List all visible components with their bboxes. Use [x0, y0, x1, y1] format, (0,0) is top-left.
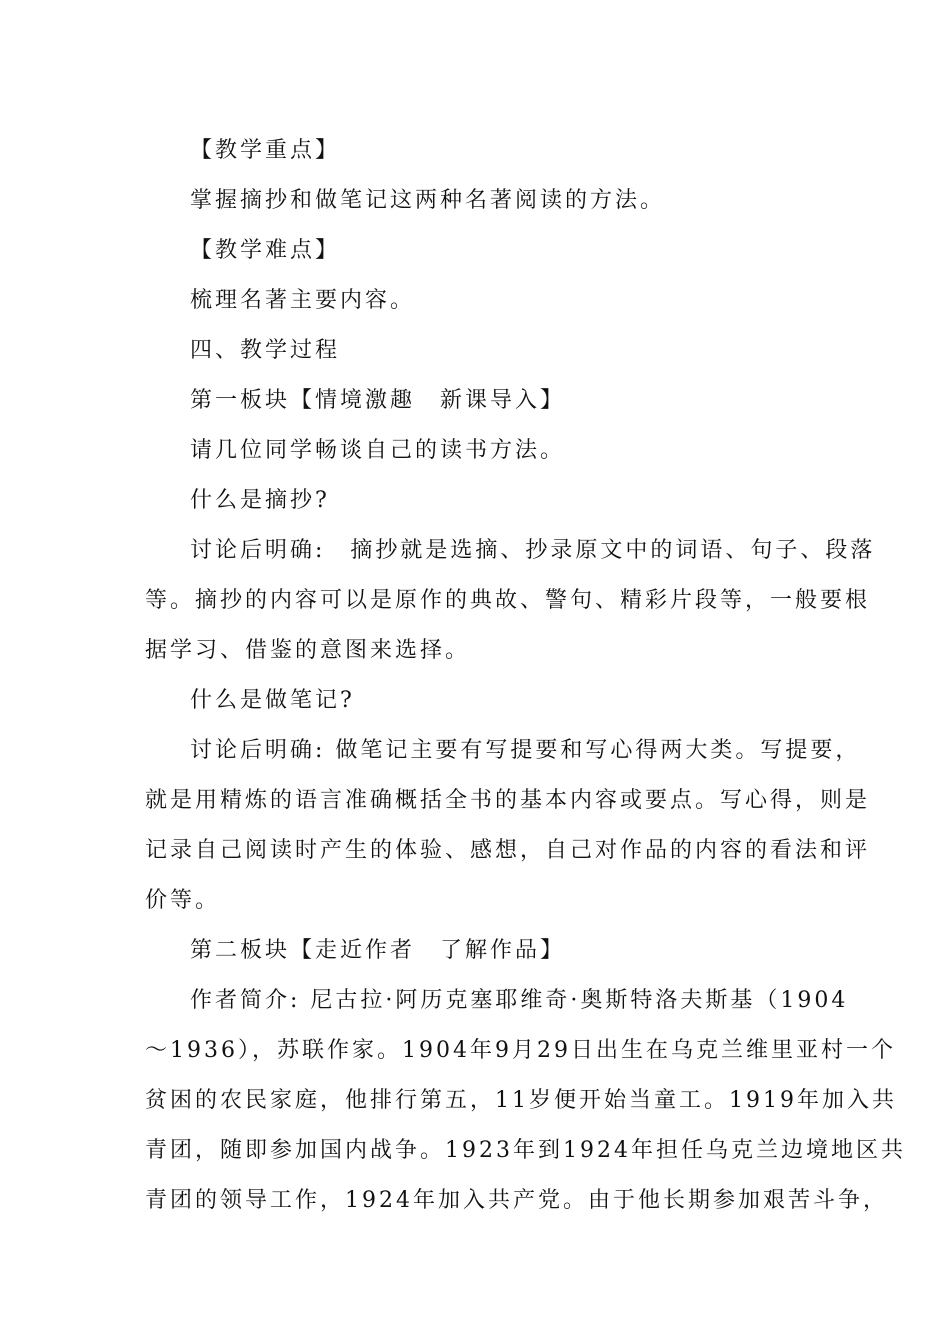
- paragraph-line: 讨论后明确: 做笔记主要有写提要和写心得两大类。写提要，: [190, 738, 861, 763]
- section-heading-key-points: 【教学重点】: [190, 138, 341, 163]
- paragraph-line: 等。摘抄的内容可以是原作的典故、警句、精彩片段等，一般要根: [145, 588, 871, 613]
- paragraph-line: 青团的领导工作，1924年加入共产党。由于他长期参加艰苦斗争，: [145, 1188, 888, 1213]
- paragraph-line: 青团，随即参加国内战争。1923年到1924年担任乌克兰边境地区共: [145, 1138, 906, 1163]
- paragraph-line: 讨论后明确: 摘抄就是选摘、抄录原文中的词语、句子、段落: [190, 538, 876, 563]
- paragraph-line: 就是用精炼的语言准确概括全书的基本内容或要点。写心得，则是: [145, 788, 871, 813]
- paragraph-line: 价等。: [145, 888, 221, 913]
- paragraph: 掌握摘抄和做笔记这两种名著阅读的方法。: [190, 188, 666, 213]
- question: 什么是做笔记?: [190, 688, 355, 713]
- block-heading-1: 第一板块【情境激趣 新课导入】: [190, 388, 566, 413]
- paragraph: 请几位同学畅谈自己的读书方法。: [190, 438, 566, 463]
- block-heading-2: 第二板块【走近作者 了解作品】: [190, 938, 566, 963]
- paragraph-line: 贫困的农民家庭，他排行第五，11岁便开始当童工。1919年加入共: [145, 1088, 897, 1113]
- section-heading-difficulties: 【教学难点】: [190, 238, 341, 263]
- paragraph-line: 据学习、借鉴的意图来选择。: [145, 638, 471, 663]
- paragraph-line: ～1936），苏联作家。1904年9月29日出生在乌克兰维里亚村一个: [145, 1038, 896, 1063]
- section-heading-process: 四、教学过程: [190, 338, 341, 363]
- question: 什么是摘抄?: [190, 488, 330, 513]
- paragraph: 梳理名著主要内容。: [190, 288, 416, 313]
- paragraph-line: 作者简介: 尼古拉·阿历克塞耶维奇·奥斯特洛夫斯基（1904: [190, 988, 849, 1013]
- paragraph-line: 记录自己阅读时产生的体验、感想，自己对作品的内容的看法和评: [145, 838, 871, 863]
- document-body: [145, 126, 906, 1226]
